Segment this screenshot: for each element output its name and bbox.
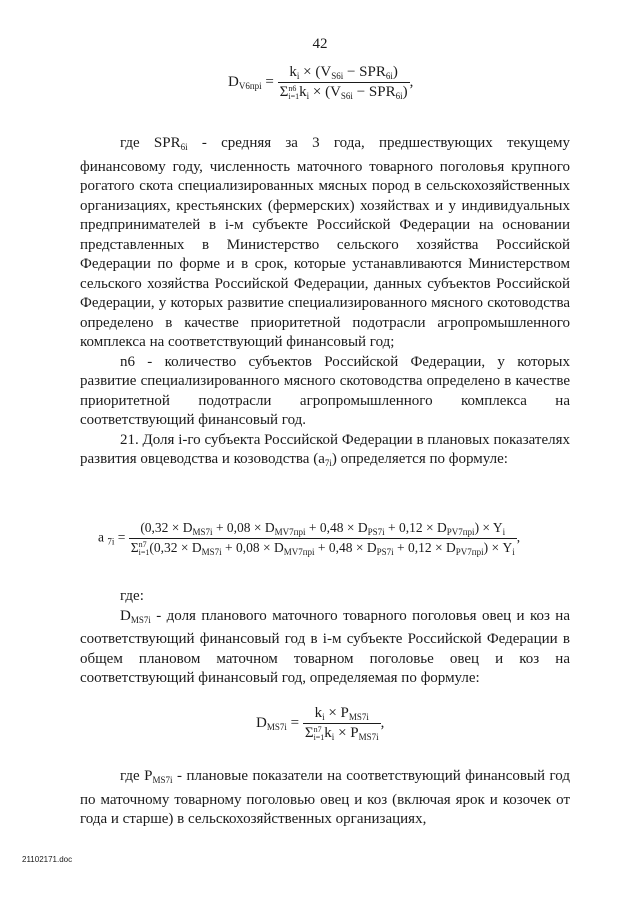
paragraph-21: 21. Доля i-го субъекта Российской Федерации в плановых показателях развития овцеводства и козоводства $(a_{7i})$ определяется по формуле:	[80, 431, 570, 468]
text-block-2	[80, 587, 570, 689]
formula-dv6: $D_{V6пpi}$ = $k_i \times (V_{S6i} - SPR_{6i})$ Σn6 $i=1k_i \times (V_{S6i} - SPR_{6i})$ ,	[228, 64, 414, 101]
footer-filename: 21102171.doc	[22, 855, 73, 864]
where-label: где:	[120, 588, 144, 604]
paragraph-spr6i: где $SPR_{6i}$ - средняя за 3 года, предшествующих текущему финансовому году, численность маточного товарного поголовья крупного рогатого скота специализированных мясных пород в сельскохозяйственных организациях, крестьянских (фермерских) хозяйствах и у индивидуальных предпринимателей в i-м субъекте Российской Федерации на основании представленных в Министерство сельского хозяйства Российской Федерации по форме и в срок, которые устанавливаются Министерством сельского хозяйства Российской Федерации, данных субъектов Российской Федерации, у которых развитие специализированного мясного скотоводства определено в качестве приоритетной подотрасли агропромышленного комплекса на соответствующий финансовый год;	[80, 135, 570, 350]
text-block-1	[80, 134, 570, 474]
formula-a7i: a $_{7i}$ = $(0,32 \times D_{MS7i} + 0,08 \times D_{MV7пpi} + 0,48 \times D_{PS7i} + 0,12 \times D_{PV7пpi}) \times Y_i$ Σn7 $i=1(0,32 \times D_{MS7i} + 0,08 \times D_{MV7пpi} + 0,48 \times D_{PS7i} + 0,12 \times D_{PV7пpi}) \times Y_i$ ,	[98, 520, 521, 557]
text-block-3	[80, 767, 570, 830]
paragraph-dms7i: $D_{MS7i}$ - доля планового маточного товарного поголовья овец и коз на соответствующий финансовый год в i-м субъекте Российской Федерации в общем плановом маточном товарном поголовье овец и коз на соответствующий финансовый год, определяемая по формуле:	[80, 607, 570, 686]
formula-trail: ,	[409, 73, 414, 90]
paragraph-pms7i: где $P_{MS7i}$ - плановые показатели на соответствующий финансовый год по маточному товарному поголовью овец и коз (включая ярок и козочек от года и старше) в сельскохозяйственных организациях,	[80, 768, 570, 827]
formula-dms7i: $D_{MS7i}$ = $k_i \times P_{MS7i}$ Σn7 $i=1k_i \times P_{MS7i}$ ,	[256, 705, 385, 742]
page-number: 42	[312, 36, 328, 52]
paragraph-n6: n6 - количество субъектов Российской Федерации, у которых развитие специализированного мясного скотоводства определено в качестве приоритетной подотрасли агропромышленного комплекса на соответствующий финансовый год.	[80, 353, 570, 428]
